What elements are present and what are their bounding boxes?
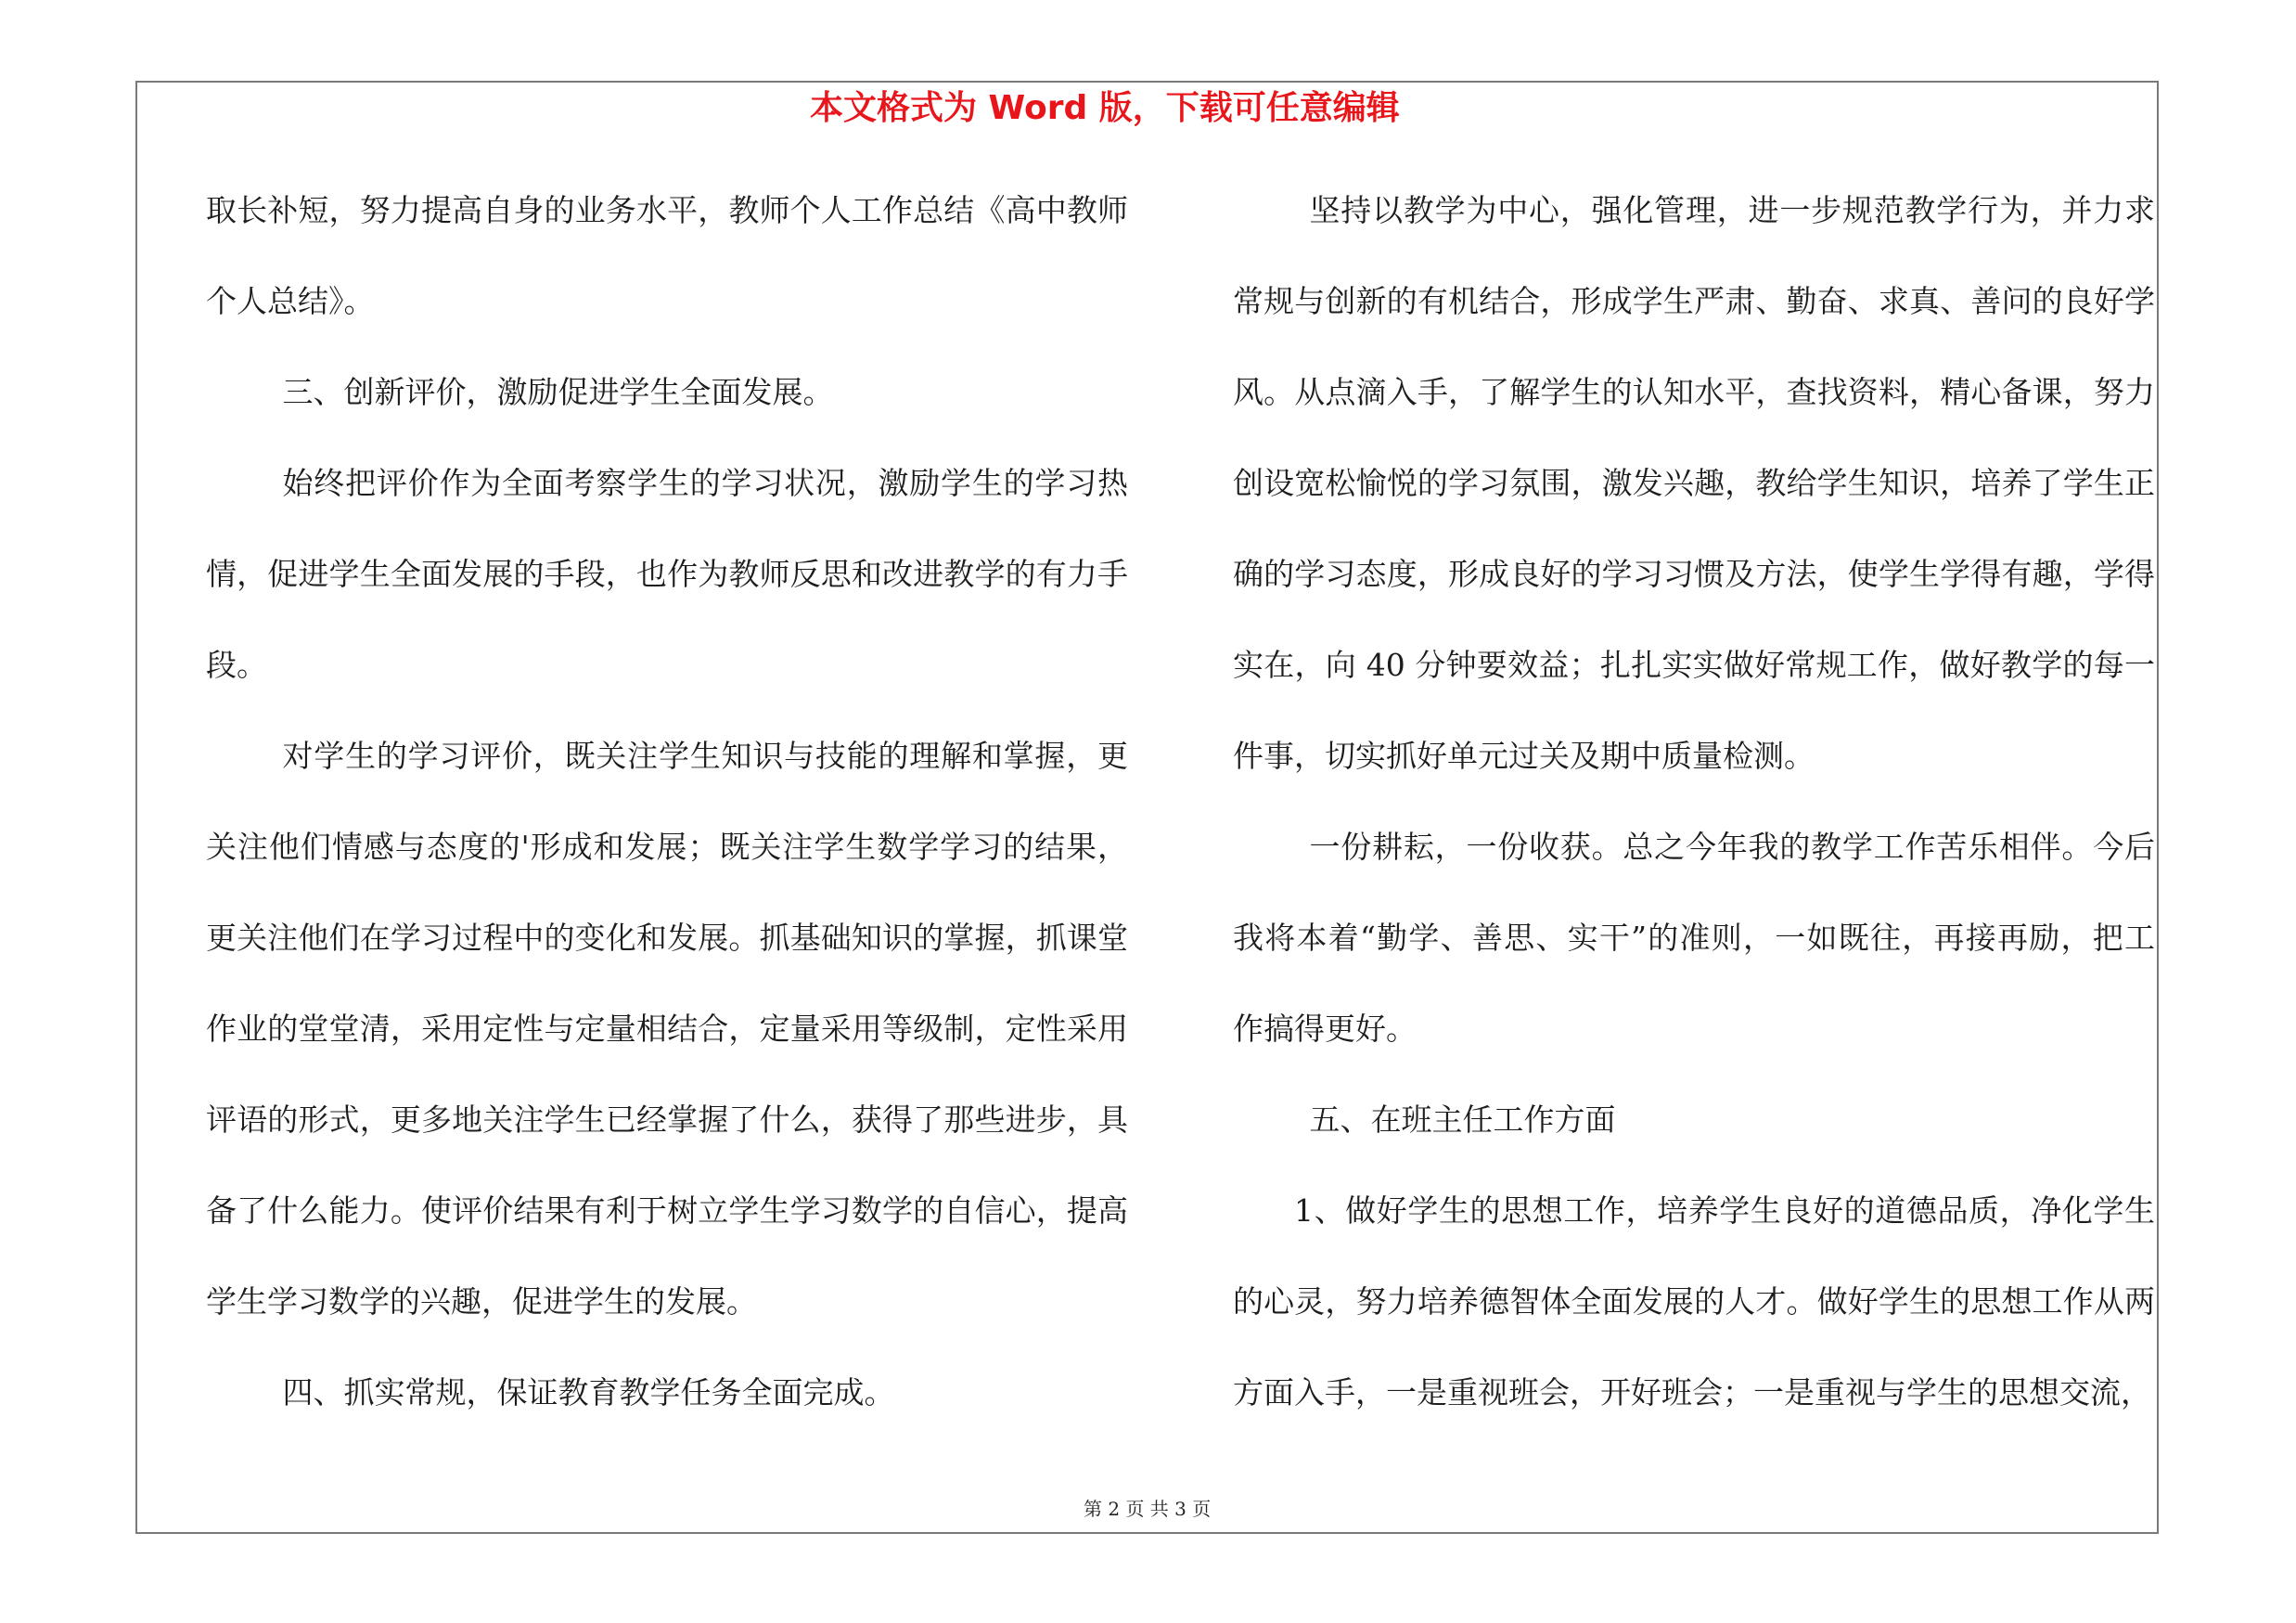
paragraph: [1233, 802, 2155, 1075]
text-line: 备了什么能力。使评价结果有利于树立学生学习数学的自信心，提高: [206, 1192, 1128, 1229]
right-column: [1233, 165, 2155, 1438]
text-line: 件事，切实抓好单元过关及期中质量检测。: [1233, 738, 1815, 774]
text-line: 情，促进学生全面发展的手段，也作为教师反思和改进教学的有力手: [206, 556, 1128, 592]
text-line: 学生学习数学的兴趣，促进学生的发展。: [206, 1283, 757, 1320]
text-line: 始终把评价作为全面考察学生的学习状况，激励学生的学习热: [282, 465, 1128, 501]
text-line: 一份耕耘，一份收获。总之今年我的教学工作苦乐相伴。今后: [1309, 829, 2155, 865]
text-line: 五、在班主任工作方面: [1309, 1101, 1616, 1138]
text-line: 关注他们情感与态度的'形成和发展；既关注学生数学学习的结果，: [206, 829, 1128, 865]
text-line: 四、抓实常规，保证教育教学任务全面完成。: [282, 1374, 895, 1410]
paragraph: [206, 165, 1128, 347]
paragraph: [1233, 1166, 2155, 1438]
text-line: 更关注他们在学习过程中的变化和发展。抓基础知识的掌握，抓课堂: [206, 920, 1128, 956]
text-line: 风。从点滴入手，了解学生的认知水平，查找资料，精心备课，努力: [1233, 374, 2155, 410]
text-line: 取长补短，努力提高自身的业务水平，教师个人工作总结《高中教师: [206, 192, 1128, 228]
text-line: 作业的堂堂清，采用定性与定量相结合，定量采用等级制，定性采用: [206, 1011, 1128, 1047]
text-line: 常规与创新的有机结合，形成学生严肃、勤奋、求真、善问的良好学: [1233, 283, 2155, 319]
text-line: 对学生的学习评价，既关注学生知识与技能的理解和掌握，更: [282, 738, 1128, 774]
paragraph: [1233, 1075, 2155, 1166]
footer-page-indicator: 第 2 页 共 3 页: [1084, 1498, 1212, 1520]
text-line: 方面入手，一是重视班会，开好班会；一是重视与学生的思想交流，: [1233, 1374, 2151, 1410]
text-line: 确的学习态度，形成良好的学习习惯及方法，使学生学得有趣，学得: [1233, 556, 2155, 592]
left-column: [206, 165, 1128, 1438]
paragraph: [1233, 165, 2155, 802]
text-line: 个人总结》。: [206, 283, 375, 319]
paragraph: [206, 1347, 1128, 1438]
text-line: 坚持以教学为中心，强化管理，进一步规范教学行为，并力求: [1309, 192, 2155, 228]
header-notice: 本文格式为 Word 版，下载可任意编辑: [810, 89, 1400, 127]
text-line: 评语的形式，更多地关注学生已经掌握了什么，获得了那些进步，具: [206, 1101, 1128, 1138]
paragraph: [206, 711, 1128, 1347]
paragraph: [206, 438, 1128, 711]
text-line: 的心灵，努力培养德智体全面发展的人才。做好学生的思想工作从两: [1233, 1283, 2155, 1320]
text-line: 我将本着“勤学、善思、实干”的准则，一如既往，再接再励，把工: [1233, 920, 2155, 956]
paragraph: [206, 347, 1128, 438]
text-line: 作搞得更好。: [1233, 1011, 1417, 1047]
text-line: 段。: [206, 647, 267, 683]
text-line: 三、创新评价，激励促进学生全面发展。: [282, 374, 834, 410]
text-line: 实在，向 40 分钟要效益；扎扎实实做好常规工作，做好教学的每一: [1233, 647, 2155, 683]
text-line: 1、做好学生的思想工作，培养学生良好的道德品质，净化学生: [1294, 1192, 2155, 1229]
text-line: 创设宽松愉悦的学习氛围，激发兴趣，教给学生知识，培养了学生正: [1233, 465, 2155, 501]
